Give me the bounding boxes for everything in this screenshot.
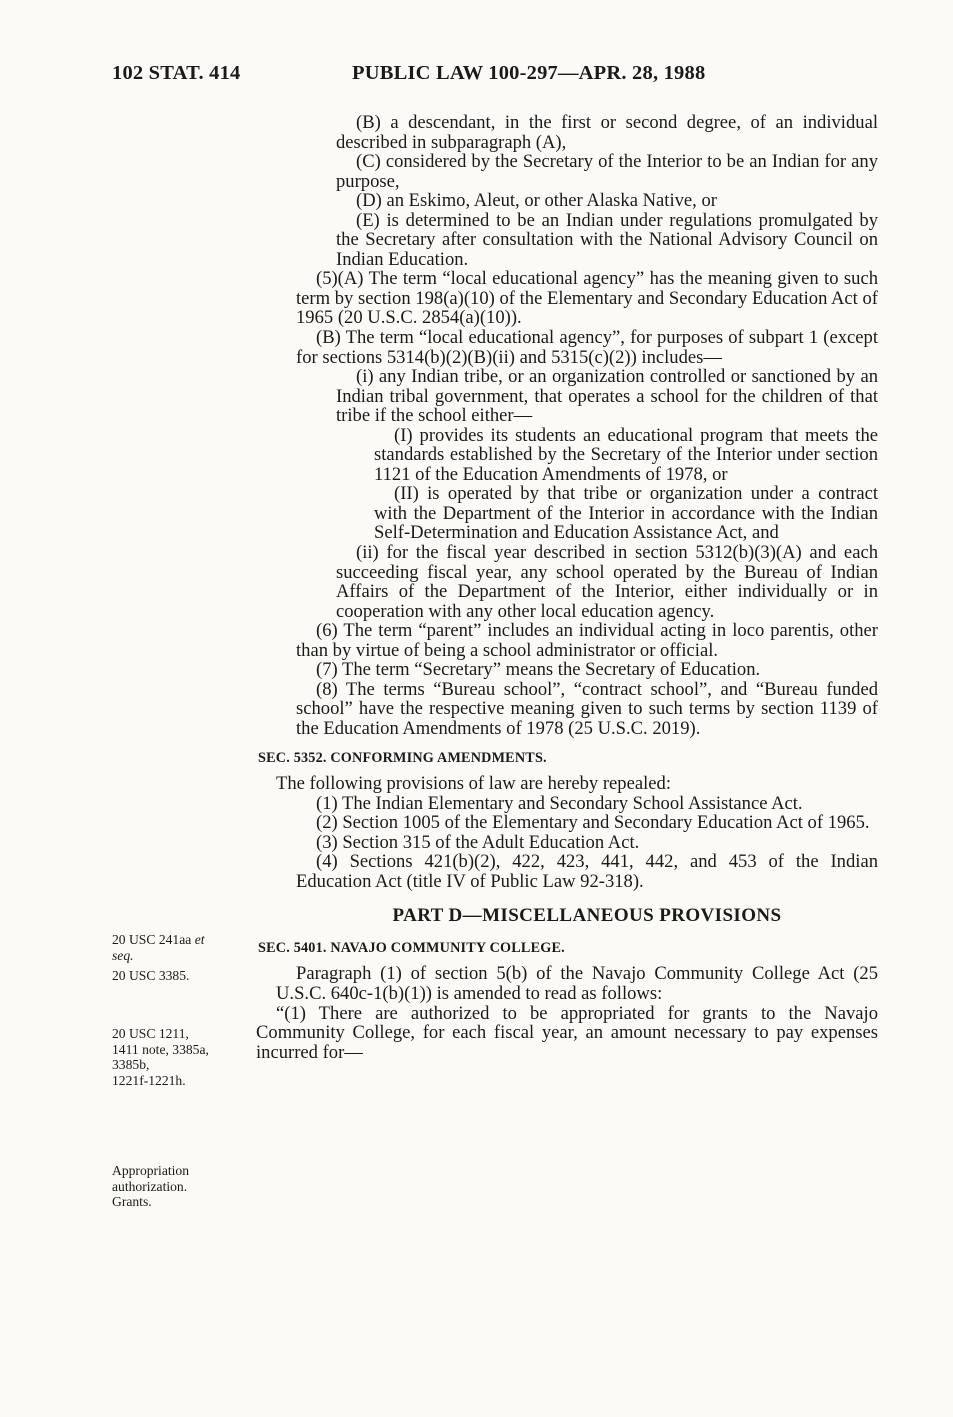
margin-note-appropriation bbox=[112, 1163, 247, 1210]
section-5401-heading: SEC. 5401. NAVAJO COMMUNITY COLLEGE. bbox=[258, 939, 565, 956]
section-5352-intro: The following provisions of law are hereby repealed: bbox=[276, 773, 671, 795]
running-header-title: PUBLIC LAW 100-297—APR. 28, 1988 bbox=[352, 62, 706, 84]
margin-note-usc-3385: 20 USC 3385. bbox=[112, 968, 190, 983]
margin-note-line: authorization. bbox=[112, 1178, 188, 1194]
margin-note-line: 1411 note, 3385a, bbox=[112, 1041, 209, 1057]
subclause-I: (I) provides its students an educational program that meets the standards established by the Secretary of the Interior under section 1121 of the Education Amendments of 1978, or bbox=[374, 424, 878, 485]
paragraph-d: (D) an Eskimo, Aleut, or other Alaska Native, or bbox=[356, 190, 717, 212]
paragraph-8: (8) The terms “Bureau school”, “contract school”, and “Bureau funded school” have the respective meaning given to such terms by section 1139 of the Education Amendments of 1978 (25 U.S.C. 2019). bbox=[296, 678, 878, 739]
clause-i: (i) any Indian tribe, or an organization controlled or sanctioned by an Indian tribal government, that operates a school for the children of that tribe if the school either— bbox=[336, 366, 878, 427]
repeal-item-4: (4) Sections 421(b)(2), 422, 423, 441, 442, and 453 of the Indian Education Act (title IV of Public Law 92-318). bbox=[296, 851, 878, 892]
paragraph-e: (E) is determined to be an Indian under regulations promulgated by the Secretary after consultation with the National Advisory Council on Indian Education. bbox=[336, 209, 878, 270]
margin-note-line: Appropriation bbox=[112, 1163, 190, 1178]
margin-note-italic: et bbox=[194, 932, 205, 947]
margin-note-line: 20 USC 1211, bbox=[112, 1026, 189, 1041]
repeal-item-2: (2) Section 1005 of the Elementary and Secondary Education Act of 1965. bbox=[316, 812, 870, 834]
paragraph-b: (B) a descendant, in the first or second degree, of an individual described in subparagraph (A), bbox=[336, 112, 878, 153]
margin-note-line: 1221f-1221h. bbox=[112, 1072, 186, 1088]
clause-ii: (ii) for the fiscal year described in section 5312(b)(3)(A) and each succeeding fiscal year, any school operated by the Bureau of Indian Affairs of the Department of the Interior, either individually or in cooperation with any other local education agency. bbox=[336, 542, 878, 622]
paragraph-5b: (B) The term “local educational agency”, for purposes of subpart 1 (except for sections 5314(b)(2)(B)(ii) and 5315(c)(2)) includes— bbox=[296, 327, 878, 368]
repeal-item-3: (3) Section 315 of the Adult Education Act. bbox=[316, 831, 640, 853]
section-5401-quoted-text: “(1) There are authorized to be appropriated for grants to the Navajo Community College, for each fiscal year, an amount necessary to pay expenses incurred for— bbox=[256, 1002, 878, 1063]
margin-note-text: 20 USC 241aa bbox=[112, 932, 192, 947]
margin-note-italic: seq. bbox=[112, 947, 134, 963]
paragraph-5a: (5)(A) The term “local educational agency” has the meaning given to such term by section 198(a)(10) of the Elementary and Secondary Education Act of 1965 (20 U.S.C. 2854(a)(10)). bbox=[296, 268, 878, 329]
subclause-II: (II) is operated by that tribe or organization under a contract with the Department of the Interior in accordance with the Indian Self-Determination and Education Assistance Act, and bbox=[374, 483, 878, 544]
stat-page-reference: 102 STAT. 414 bbox=[112, 62, 241, 84]
paragraph-6: (6) The term “parent” includes an individual acting in loco parentis, other than by virtue of being a school administrator or official. bbox=[296, 620, 878, 661]
part-d-heading: PART D—MISCELLANEOUS PROVISIONS bbox=[392, 905, 782, 927]
paragraph-7: (7) The term “Secretary” means the Secretary of Education. bbox=[316, 659, 761, 681]
margin-note-line: 3385b, bbox=[112, 1057, 150, 1072]
margin-note-usc-241aa bbox=[112, 932, 247, 963]
repeal-item-1: (1) The Indian Elementary and Secondary School Assistance Act. bbox=[316, 792, 803, 814]
paragraph-c: (C) considered by the Secretary of the Interior to be an Indian for any purpose, bbox=[336, 151, 878, 192]
margin-note-usc-1211 bbox=[112, 1026, 247, 1088]
statute-body bbox=[256, 112, 878, 1063]
section-5352-heading: SEC. 5352. CONFORMING AMENDMENTS. bbox=[258, 749, 547, 766]
margin-note-line: Grants. bbox=[112, 1194, 152, 1209]
section-5401-intro: Paragraph (1) of section 5(b) of the Navajo Community College Act (25 U.S.C. 640c-1(b)(1)) is amended to read as follows: bbox=[276, 963, 878, 1004]
